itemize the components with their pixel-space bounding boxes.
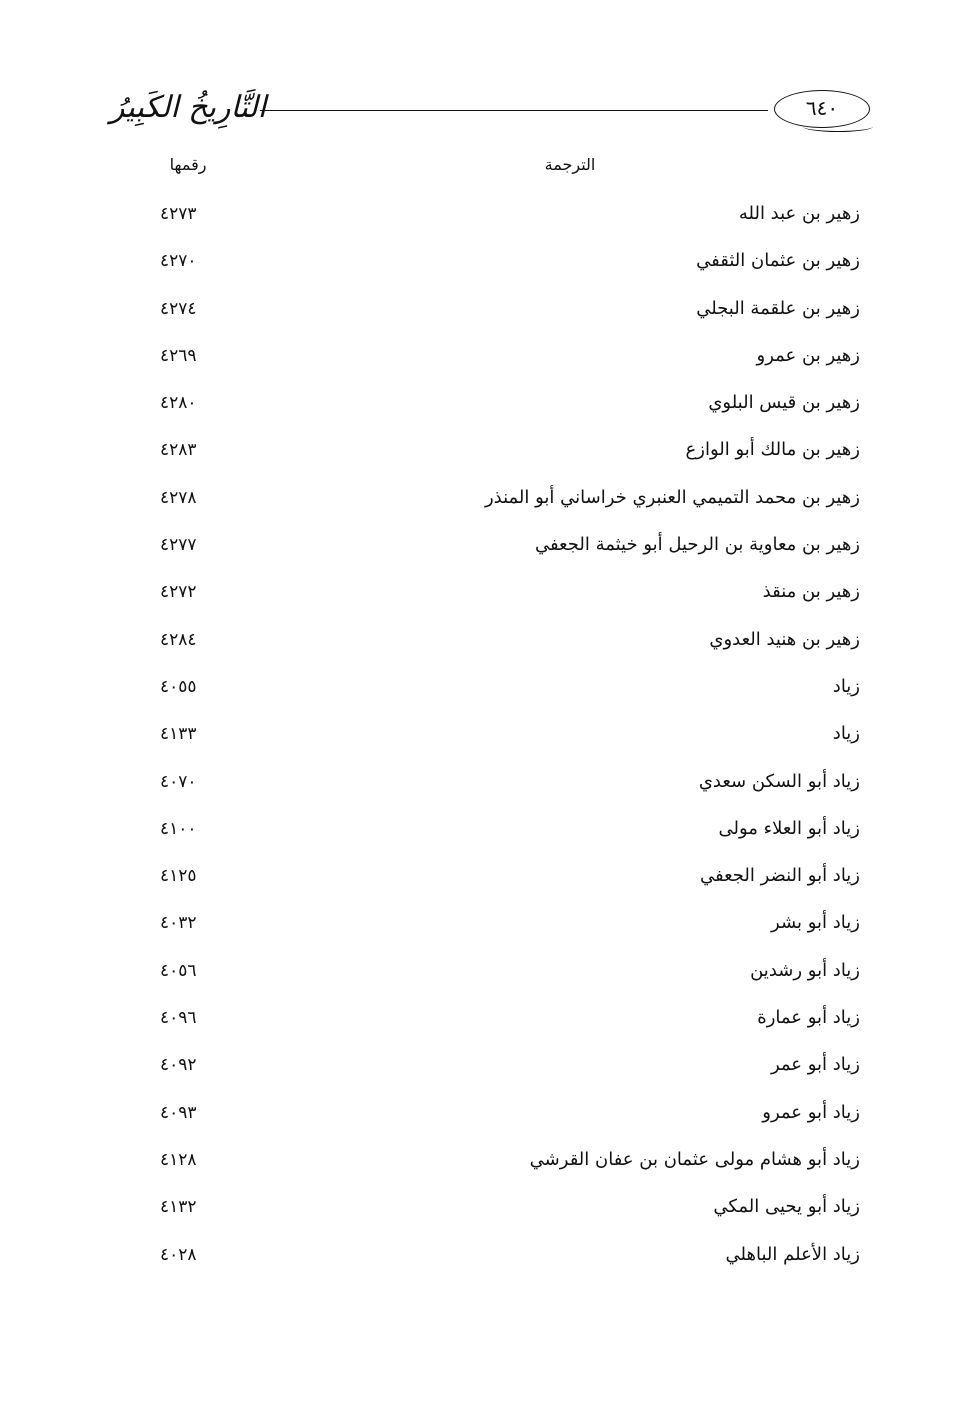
entry-name: زهير بن منقذ <box>762 581 860 603</box>
index-row <box>150 951 860 998</box>
column-header-number: رقمها <box>169 155 207 174</box>
index-row <box>150 1140 860 1187</box>
entry-number: ٤٢٨٤ <box>160 629 197 650</box>
book-title: التَّارِيخُ الكَبِيرُ <box>110 90 267 125</box>
entry-name: زهير بن محمد التميمي العنبري خراساني أبو المنذر <box>484 486 860 508</box>
index-row <box>150 194 860 241</box>
entry-name: زياد أبو السكن سعدي <box>698 770 860 792</box>
index-row <box>150 714 860 761</box>
entry-name: زياد أبو هشام مولى عثمان بن عفان القرشي <box>529 1148 860 1170</box>
index-row <box>150 572 860 619</box>
entry-number: ٤٠٣٢ <box>160 913 197 934</box>
entry-name: زياد أبو عمرو <box>762 1101 860 1123</box>
index-row <box>150 1235 860 1282</box>
entry-number: ٤٢٧٢ <box>160 582 197 603</box>
entry-name: زهير بن عثمان الثقفي <box>696 250 860 272</box>
index-row <box>150 430 860 477</box>
entry-number: ٤١٢٥ <box>160 866 197 887</box>
entry-name: زياد أبو عمارة <box>757 1007 860 1029</box>
index-row <box>150 478 860 525</box>
entry-number: ٤٢٧٠ <box>160 251 197 272</box>
entry-name: زياد أبو يحيى المكي <box>713 1196 860 1218</box>
entry-number: ٤٢٧٤ <box>160 298 197 319</box>
index-list <box>150 194 860 1282</box>
entry-number: ٤١٣٣ <box>160 724 197 745</box>
index-row <box>150 1093 860 1140</box>
entry-number: ٤٢٧٧ <box>160 535 197 556</box>
entry-name: زياد أبو رشدين <box>750 959 860 981</box>
entry-number: ٤٢٨٠ <box>160 393 197 414</box>
entry-name: زهير بن هنيد العدوي <box>709 628 860 650</box>
index-row <box>150 241 860 288</box>
page-header <box>110 88 870 132</box>
index-row <box>150 903 860 950</box>
index-row <box>150 1187 860 1234</box>
index-row <box>150 856 860 903</box>
header-rule <box>260 110 768 111</box>
index-row <box>150 336 860 383</box>
entry-name: زياد <box>832 723 860 745</box>
entry-number: ٤٢٨٣ <box>160 440 197 461</box>
entry-number: ٤١٠٠ <box>160 818 197 839</box>
entry-name: زياد الأعلم الباهلي <box>725 1243 860 1265</box>
entry-number: ٤٢٧٨ <box>160 487 197 508</box>
index-row <box>150 1045 860 1092</box>
entry-name: زياد أبو بشر <box>771 912 860 934</box>
index-row <box>150 998 860 1045</box>
entry-name: زياد أبو عمر <box>770 1054 860 1076</box>
index-row <box>150 667 860 714</box>
entry-name: زياد <box>832 675 860 697</box>
index-row <box>150 289 860 336</box>
entry-number: ٤٠٥٦ <box>160 960 197 981</box>
entry-name: زهير بن عبد الله <box>738 203 860 224</box>
index-row <box>150 525 860 572</box>
index-row <box>150 809 860 856</box>
column-header-entry: الترجمة <box>544 155 596 174</box>
entry-name: زهير بن معاوية بن الرحيل أبو خيثمة الجعفي <box>534 534 860 556</box>
page-number-badge: ٦٤٠ <box>774 90 870 128</box>
entry-number: ٤٢٦٩ <box>160 345 197 366</box>
entry-name: زياد أبو النضر الجعفي <box>699 865 860 887</box>
index-row <box>150 620 860 667</box>
entry-number: ٤٠٩٢ <box>160 1055 197 1076</box>
entry-name: زياد أبو العلاء مولى <box>718 817 860 839</box>
entry-number: ٤١٢٨ <box>160 1149 197 1170</box>
index-row <box>150 383 860 430</box>
entry-number: ٤٠٩٦ <box>160 1008 197 1029</box>
entry-name: زهير بن مالك أبو الوازع <box>685 439 860 461</box>
entry-name: زهير بن عمرو <box>756 344 860 366</box>
entry-number: ٤١٣٢ <box>160 1197 197 1218</box>
entry-number: ٤٠٢٨ <box>160 1244 197 1265</box>
entry-name: زهير بن قيس البلوي <box>708 392 860 414</box>
index-row <box>150 762 860 809</box>
entry-name: زهير بن علقمة البجلي <box>696 297 860 319</box>
entry-number: ٤٠٥٥ <box>160 676 197 697</box>
entry-number: ٤٠٩٣ <box>160 1102 197 1123</box>
entry-number: ٤٢٧٣ <box>160 204 197 224</box>
entry-number: ٤٠٧٠ <box>160 771 197 792</box>
